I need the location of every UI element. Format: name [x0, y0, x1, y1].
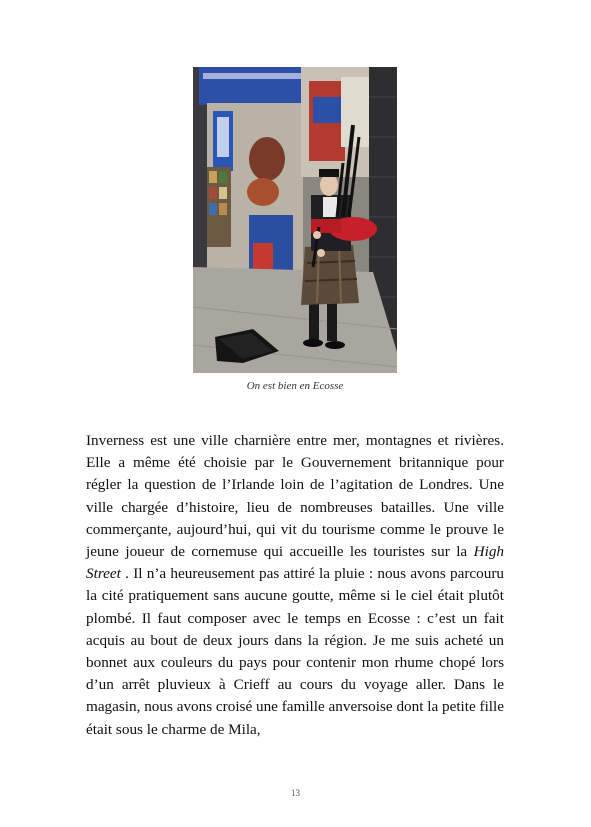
figure-caption: On est bien en Ecosse — [246, 380, 344, 392]
glengarry-hat — [319, 169, 339, 177]
paragraph-text-end: . Il n’a heureusement pas attiré la pluie : nous avons parcouru la cité pratiquement sans aucune goutte, même si le ciel était plutôt plombé. Il faut composer avec le temps en Ecosse : c’est un fait acquis au bout de deux jours dans la région. Je me suis acheté un bonnet aux couleurs du pays pour contenir mon rhume chopé lors d’un arrêt pluvieux à Crieff au cours du voyage aller. Dans le magasin, nous avons croisé une famille anversoise dont la petite fille était sous le charme de Mila, — [86, 565, 504, 738]
body-paragraph — [86, 430, 504, 741]
bagpiper-photo — [193, 67, 397, 373]
shop-sign — [199, 67, 311, 105]
paragraph-text-start: Inverness est une ville charnière entre mer, montagnes et rivières. Elle a même été choisie par le Gouvernement britannique pour régler la question de l’Irlande loin de l’agitation de Londres. Une ville chargée d’histoire, lieu de nombreuses batailles. Une ville commerçante, aujourd’hui, qui vit du tourisme comme le prouve le jeune joueur de cornemuse qui accueille les touristes sur la — [86, 432, 504, 561]
street-name-italic: High Street — [86, 543, 504, 583]
page-number: 13 — [291, 788, 300, 798]
